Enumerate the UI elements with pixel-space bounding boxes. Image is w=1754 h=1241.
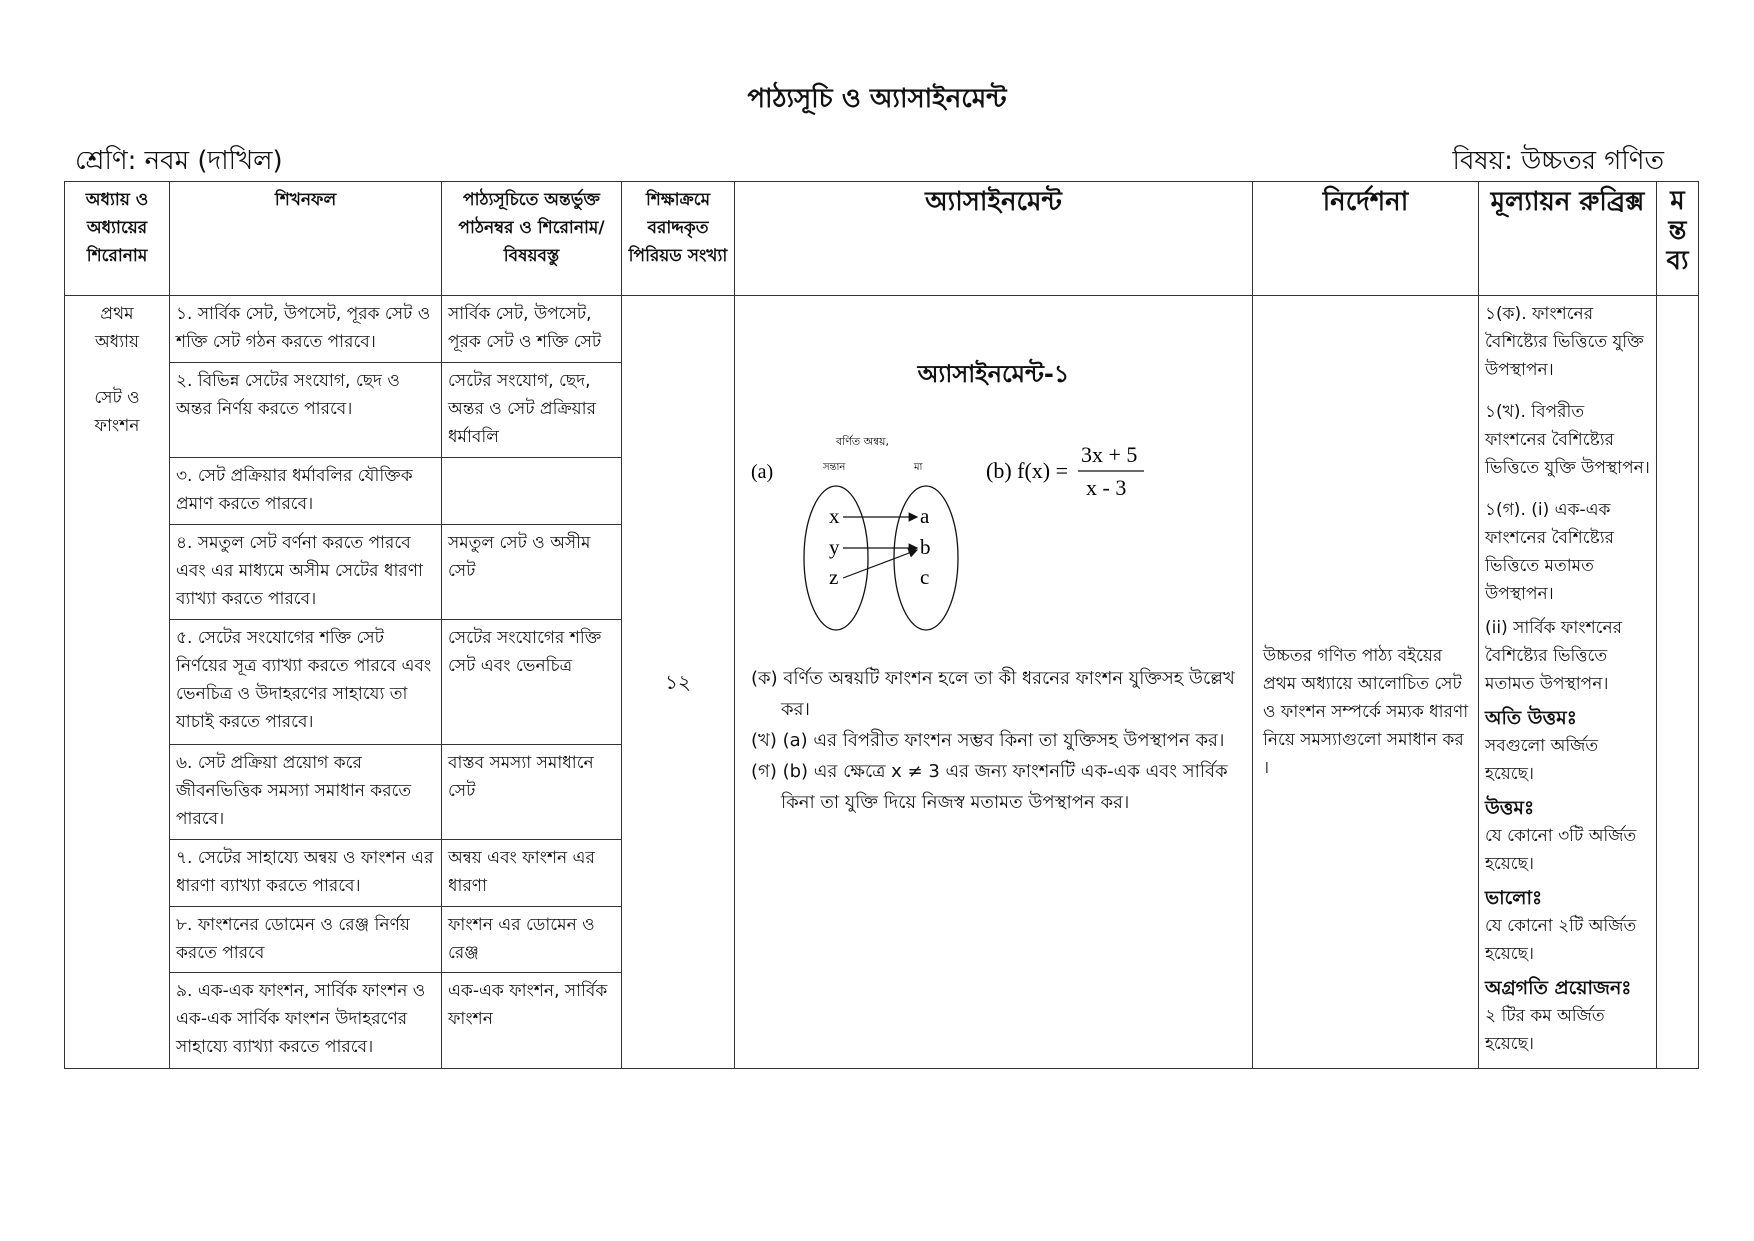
content-cell: সমতুল সেট ও অসীম সেট [442, 524, 622, 619]
grade-heading: অতি উত্তমঃ [1485, 707, 1577, 729]
grade-heading: ভালোঃ [1485, 887, 1543, 909]
header-rubric: মূল্যায়ন রুব্রিক্স [1479, 182, 1657, 296]
outcome-cell: ৮. ফাংশনের ডোমেন ও রেঞ্জ নির্ণয় করতে পারবে [170, 906, 442, 973]
right-set-label: মা [914, 462, 923, 473]
header-remarks: ম ন্ত ব্য [1657, 182, 1699, 296]
fig-a-label: (a) [751, 461, 774, 483]
assignment-title: অ্যাসাইনমেন্ট-১ [917, 360, 1070, 388]
outcome-cell: ৯. এক-এক ফাংশন, সার্বিক ফাংশন ও এক-এক সার্বিক ফাংশন উদাহরণের সাহায্যে ব্যাখ্যা করতে পারবে। [170, 973, 442, 1069]
mapping-arrow [843, 550, 917, 578]
rubric-item: ১(খ). বিপরীত ফাংশনের বৈশিষ্ট্যের ভিত্তিতে যুক্তি উপস্থাপন। [1485, 402, 1650, 478]
question-item: (ক) বর্ণিত অন্বয়টি ফাংশন হলে তা কী ধরনের ফাংশন যুক্তিসহ উল্লেখ কর। [751, 668, 1235, 720]
class-label: শ্রেণি: নবম (দাখিল) [75, 146, 283, 176]
grade-heading: উত্তমঃ [1485, 797, 1535, 819]
set-element: b [920, 535, 931, 559]
header-outcome: শিখনফল [170, 182, 442, 296]
fraction-numerator: 3x + 5 [1081, 442, 1138, 467]
question-list [741, 663, 1246, 818]
remarks-cell [1657, 296, 1699, 1069]
grade-text: সবগুলো অর্জিত হয়েছে। [1485, 736, 1599, 784]
set-element: y [829, 535, 840, 559]
grade-text: যে কোনো ৩টি অর্জিত হয়েছে। [1485, 826, 1637, 874]
rubric-item: ১(গ). (i) এক-এক ফাংশনের বৈশিষ্ট্যের ভিত্তিতে মতামত উপস্থাপন। [1485, 500, 1615, 604]
set-element: a [920, 504, 930, 528]
syllabus-table [64, 181, 1699, 1069]
header-assignment: অ্যাসাইনমেন্ট [735, 182, 1253, 296]
content-cell: বাস্তব সমস্যা সমাধানে সেট [442, 744, 622, 839]
relation-figure [741, 418, 1246, 663]
grade-heading: অগ্রগতি প্রয়োজনঃ [1485, 977, 1632, 999]
subject-label: বিষয়: উচ্চতর গণিত [1452, 146, 1664, 176]
outcome-cell: ২. বিভিন্ন সেটের সংযোগ, ছেদ ও অন্তর নির্ণয় করতে পারবে। [170, 362, 442, 457]
outcome-cell: ৬. সেট প্রক্রিয়া প্রয়োগ করে জীবনভিত্তিক সমস্যা সমাধান করতে পারবে। [170, 744, 442, 839]
header-direction: নির্দেশনা [1253, 182, 1479, 296]
content-cell: সার্বিক সেট, উপসেট, পূরক সেট ও শক্তি সেট [442, 296, 622, 363]
content-cell [442, 458, 622, 525]
outcome-cell: ৫. সেটের সংযোগের শক্তি সেট নির্ণয়ের সূত্র ব্যাখ্যা করতে পারবে এবং ভেনচিত্র ও উদাহরণের সাহায্যে তা যাচাই করতে পারবে। [170, 620, 442, 744]
table-row [65, 296, 1699, 363]
set-element: z [829, 565, 839, 589]
header-periods: শিক্ষাক্রমে বরাদ্দকৃত পিরিয়ড সংখ্যা [622, 182, 735, 296]
periods-cell: ১২ [622, 296, 735, 1069]
chapter-line: ফাংশন [94, 416, 140, 436]
header-row [65, 182, 1699, 296]
relation-diagram [741, 418, 1251, 663]
rubric-item: ১(ক). ফাংশনের বৈশিষ্ট্যের ভিত্তিতে যুক্তি উপস্থাপন। [1485, 304, 1644, 380]
content-cell: এক-এক ফাংশন, সার্বিক ফাংশন [442, 973, 622, 1069]
fig-caption: বর্ণিত অন্বয়, [836, 435, 890, 448]
left-set-label: সন্তান [823, 462, 846, 473]
content-cell: ফাংশন এর ডোমেন ও রেঞ্জ [442, 906, 622, 973]
fig-b-label: (b) f(x) = [986, 458, 1069, 483]
header-content: পাঠ্যসূচিতে অন্তর্ভুক্ত পাঠনম্বর ও শিরোনাম/ বিষয়বস্তু [442, 182, 622, 296]
content-cell: অন্বয় এবং ফাংশন এর ধারণা [442, 840, 622, 907]
grade-text: ২ টির কম অর্জিত হয়েছে। [1485, 1006, 1605, 1054]
outcome-cell: ১. সার্বিক সেট, উপসেট, পূরক সেট ও শক্তি সেট গঠন করতে পারবে। [170, 296, 442, 363]
assignment-cell [735, 296, 1253, 1069]
chapter-cell [65, 296, 170, 1069]
question-item: (গ) (b) এর ক্ষেত্রে x ≠ 3 এর জন্য ফাংশনটি এক-এক এবং সার্বিক কিনা তা যুক্তি দিয়ে নিজস্ব মতামত উপস্থাপন কর। [751, 761, 1228, 813]
page-title: পাঠ্যসূচি ও অ্যাসাইনমেন্ট [747, 84, 1007, 114]
outcome-cell: ৭. সেটের সাহায্যে অন্বয় ও ফাংশন এর ধারণা ব্যাখ্যা করতে পারবে। [170, 840, 442, 907]
header-chapter: অধ্যায় ও অধ্যায়ের শিরোনাম [65, 182, 170, 296]
outcome-cell: ৩. সেট প্রক্রিয়ার ধর্মাবলির যৌক্তিক প্রমাণ করতে পারবে। [170, 458, 442, 525]
set-element: x [829, 504, 840, 528]
outcome-cell: ৪. সমতুল সেট বর্ণনা করতে পারবে এবং এর মাধ্যমে অসীম সেটের ধারণা ব্যাখ্যা করতে পারবে। [170, 524, 442, 619]
rubric-cell [1479, 296, 1657, 1069]
chapter-line: সেট ও [94, 388, 140, 408]
rubric-item: (ii) সার্বিক ফাংশনের বৈশিষ্ট্যের ভিত্তিতে মতামত উপস্থাপন। [1485, 618, 1622, 694]
chapter-line: প্রথম [100, 304, 134, 324]
content-cell: সেটের সংযোগের শক্তি সেট এবং ভেনচিত্র [442, 620, 622, 744]
direction-cell: উচ্চতর গণিত পাঠ্য বইয়ের প্রথম অধ্যায়ে আলোচিত সেট ও ফাংশন সম্পর্কে সম্যক ধারণা নিয়ে সমস্যাগুলো সমাধান কর । [1253, 296, 1479, 1069]
set-element: c [920, 565, 930, 589]
grade-text: যে কোনো ২টি অর্জিত হয়েছে। [1485, 916, 1637, 964]
question-item: (খ) (a) এর বিপরীত ফাংশন সম্ভব কিনা তা যুক্তিসহ উপস্থাপন কর। [751, 730, 1225, 751]
content-cell: সেটের সংযোগ, ছেদ, অন্তর ও সেট প্রক্রিয়ার ধর্মাবলি [442, 362, 622, 457]
chapter-line: অধ্যায় [94, 332, 140, 352]
fraction-denominator: x - 3 [1086, 475, 1127, 500]
